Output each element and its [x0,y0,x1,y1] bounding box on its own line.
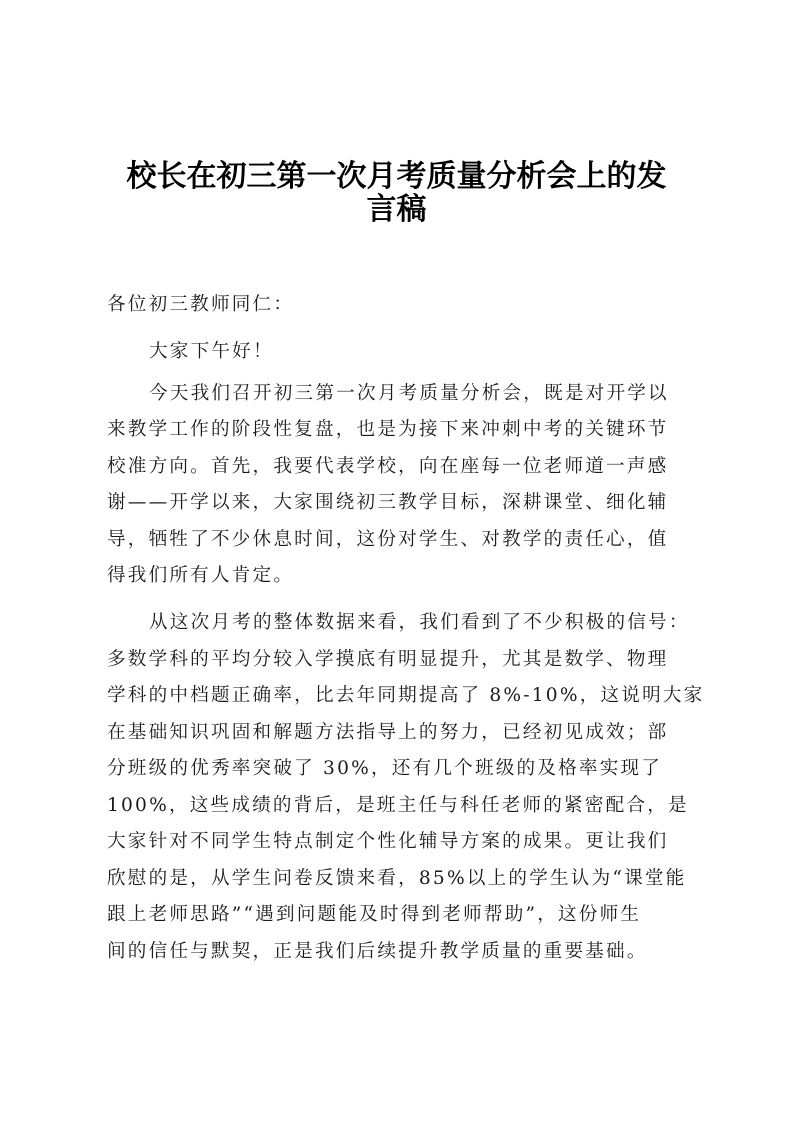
title-line-2: 言稿 [366,192,427,227]
title-line-1: 校长在初三第一次月考质量分析会上的发 [126,159,667,194]
paragraph-line: 大家针对不同学生特点制定个性化辅导方案的成果。更让我们 [107,831,669,852]
paragraph-line: 今天我们召开初三第一次月考质量分析会，既是对开学以 [149,383,669,404]
paragraph-line: 间的信任与默契，正是我们后续提升教学质量的重要基础。 [107,941,648,962]
salutation: 各位初三教师同仁： [107,294,295,315]
document-title [80,160,713,226]
paragraph-line: 校准方向。首先，我要代表学校，向在座每一位老师道一声感 [107,456,669,477]
paragraph-line: 100%，这些成绩的背后，是班主任与科任老师的紧密配合，是 [107,795,689,816]
paragraph-line: 谢——开学以来，大家围绕初三教学目标，深耕课堂、细化辅 [107,492,669,513]
paragraph-line: 分班级的优秀率突破了 30%，还有几个班级的及格率实现了 [107,758,663,779]
paragraph-line: 得我们所有人肯定。 [107,565,295,586]
greeting: 大家下午好！ [149,341,274,362]
paragraph-line: 来教学工作的阶段性复盘，也是为接下来冲刺中考的关键环节 [107,419,669,440]
paragraph-line: 导，牺牲了不少休息时间，这份对学生、对教学的责任心，值 [107,529,669,550]
paragraph-line: 学科的中档题正确率，比去年同期提高了 8%-10%，这说明大家 [107,685,705,706]
paragraph-line: 欣慰的是，从学生问卷反馈来看，85%以上的学生认为“课堂能 [107,868,687,889]
paragraph-line: 从这次月考的整体数据来看，我们看到了不少积极的信号： [149,612,690,633]
paragraph-line: 在基础知识巩固和解题方法指导上的努力，已经初见成效；部 [107,722,669,743]
paragraph-line: 多数学科的平均分较入学摸底有明显提升，尤其是数学、物理 [107,649,669,670]
paragraph-line: 跟上老师思路”“遇到问题能及时得到老师帮助”，这份师生 [107,904,642,925]
